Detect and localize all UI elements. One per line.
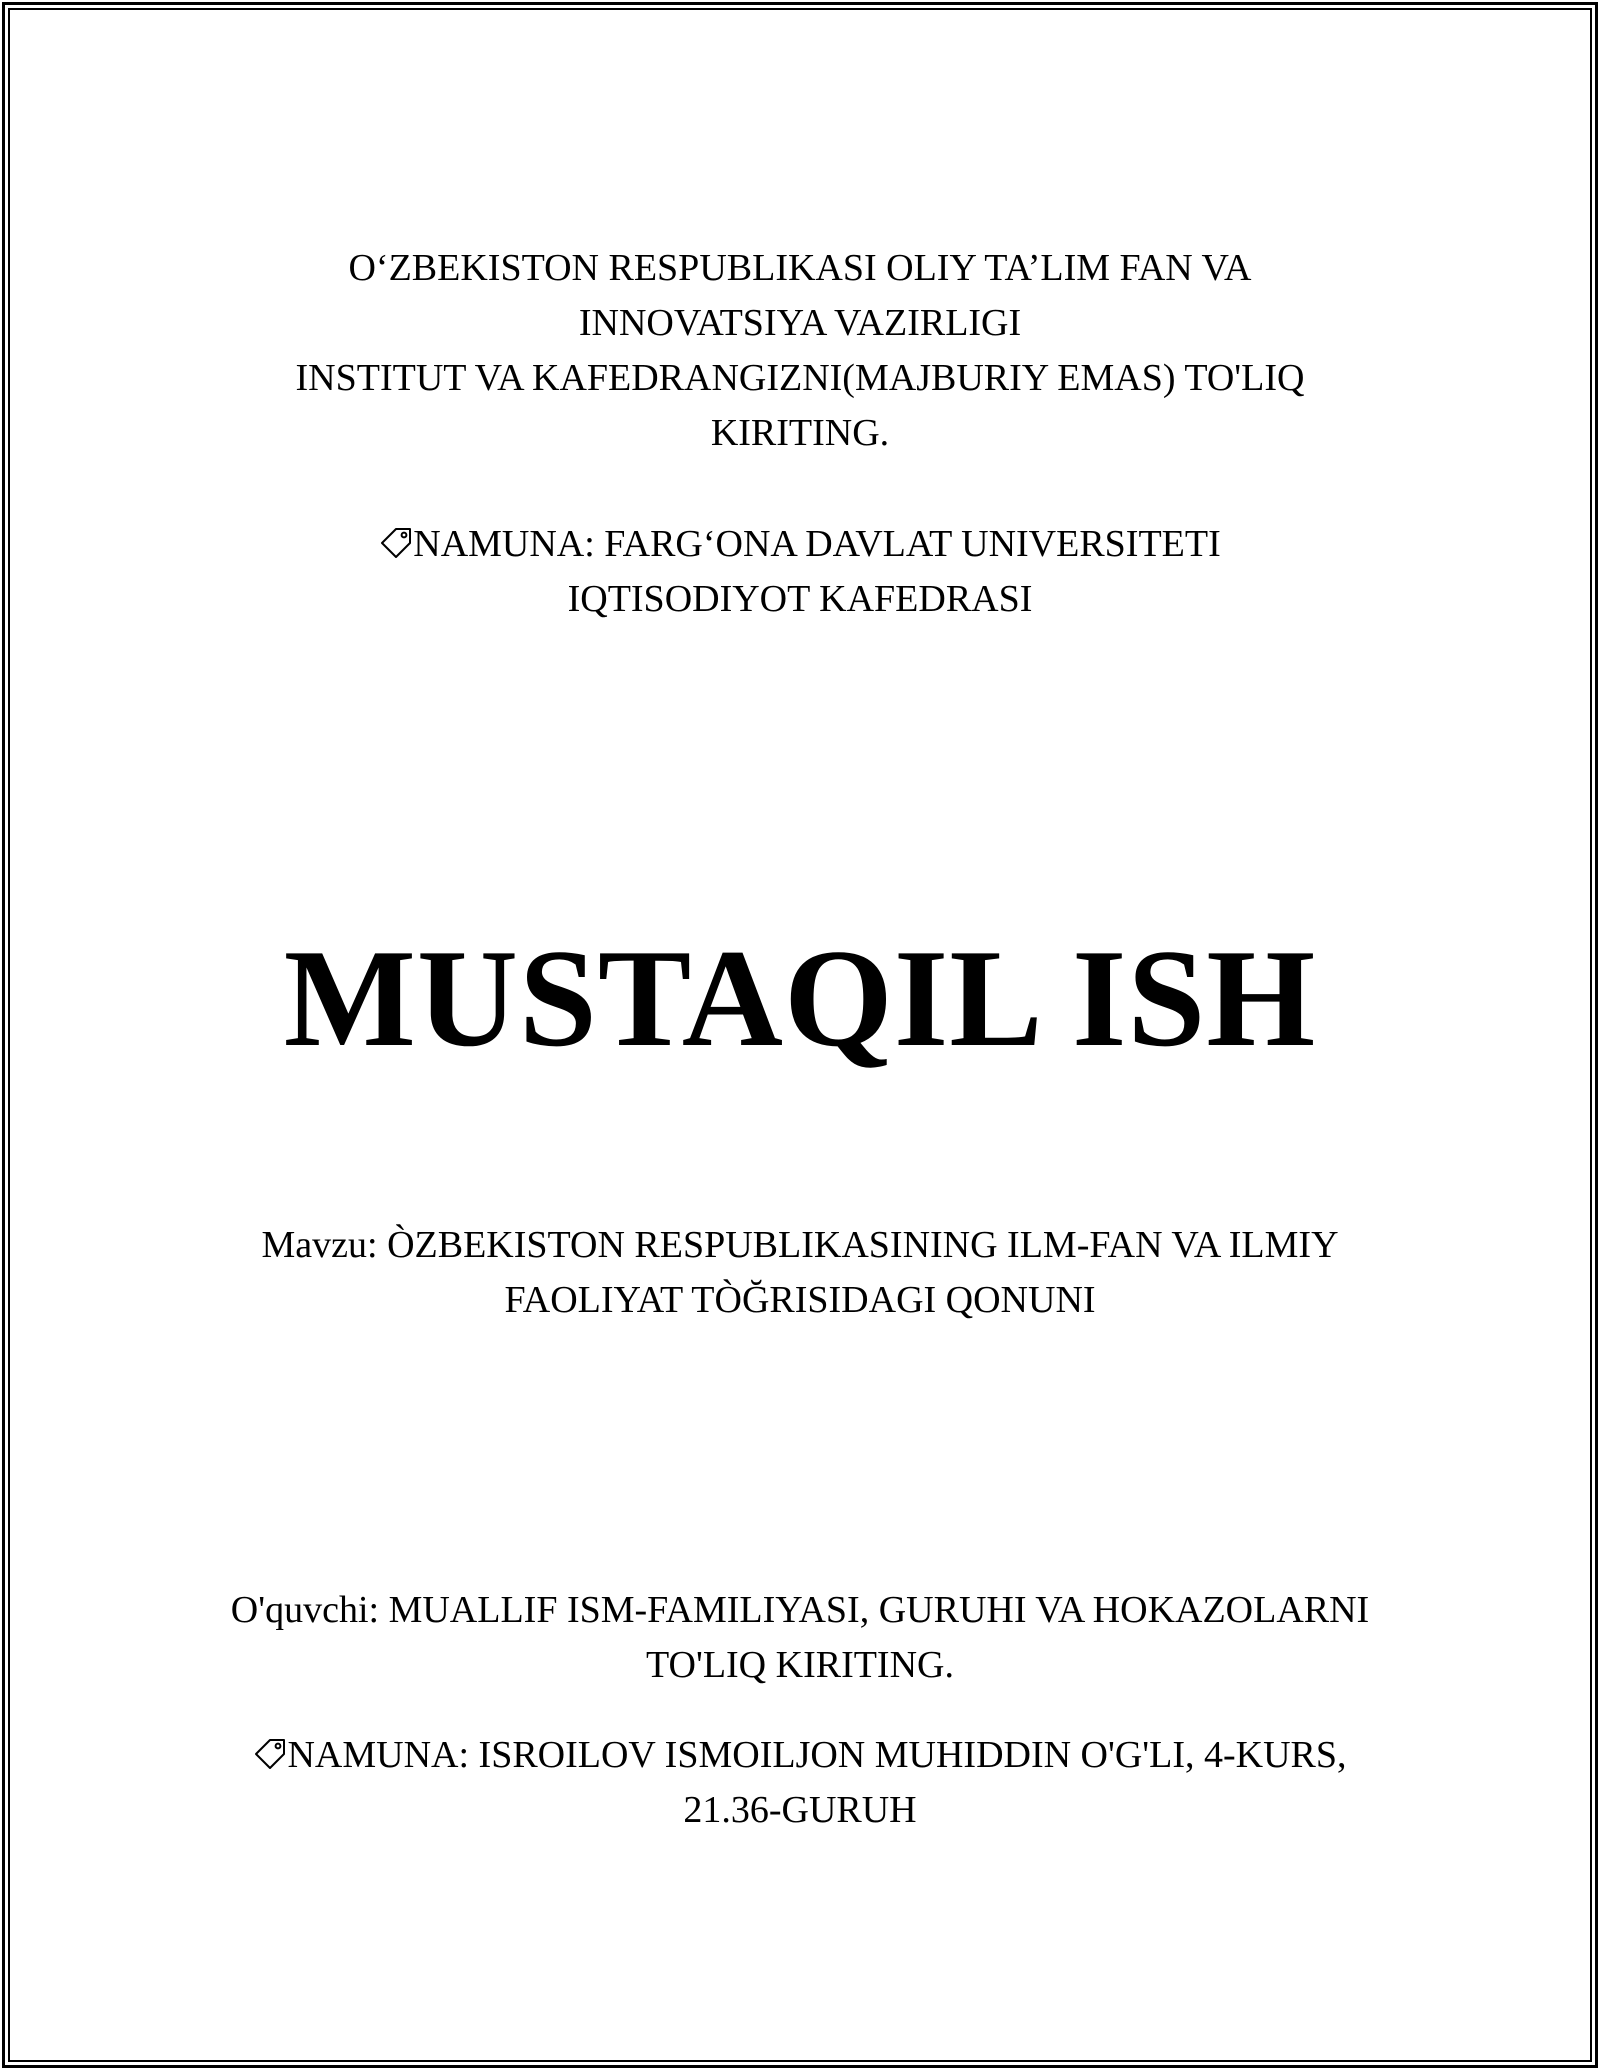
author-sample-line-2: 21.36-GURUH bbox=[683, 1789, 917, 1831]
instruction-line-2: KIRITING. bbox=[710, 412, 890, 454]
institution-sample-text-1: NAMUNA: FARG‘ONA DAVLAT UNIVERSITETI bbox=[413, 523, 1221, 565]
topic-line-2: FAOLIYAT TÒĞRISIDAGI QONUNI bbox=[504, 1279, 1096, 1321]
document-title: MUSTAQIL ISH bbox=[283, 921, 1317, 1076]
ministry-line-2: INNOVATSIYA VAZIRLIGI bbox=[578, 302, 1022, 344]
instruction-line-1: INSTITUT VA KAFEDRANGIZNI(MAJBURIY EMAS) TO'LIQ bbox=[295, 357, 1305, 399]
author-line-2: TO'LIQ KIRITING. bbox=[646, 1644, 954, 1686]
institution-sample-line-2: IQTISODIYOT KAFEDRASI bbox=[567, 578, 1033, 620]
author-sample-text-1: NAMUNA: ISROILOV ISMOILJON MUHIDDIN O'G'LI, 4-KURS, bbox=[287, 1734, 1347, 1776]
author-line-1: O'quvchi: MUALLIF ISM-FAMILIYASI, GURUHI VA HOKAZOLARNI bbox=[230, 1589, 1370, 1631]
title-block bbox=[0, 914, 1600, 1084]
author-sample-line-1 bbox=[0, 1728, 1600, 1783]
tag-icon bbox=[379, 526, 413, 560]
institution-sample-line-1 bbox=[0, 517, 1600, 572]
ministry-line-1: O‘ZBEKISTON RESPUBLIKASI OLIY TA’LIM FAN VA bbox=[348, 247, 1252, 289]
author-sample-block bbox=[0, 1728, 1600, 1838]
author-block bbox=[0, 1583, 1600, 1693]
tag-icon bbox=[253, 1737, 287, 1771]
header-block bbox=[0, 241, 1600, 461]
institution-sample-block bbox=[0, 517, 1600, 627]
topic-block bbox=[0, 1218, 1600, 1328]
topic-line-1: Mavzu: ÒZBEKISTON RESPUBLIKASINING ILM-FAN VA ILMIY bbox=[261, 1224, 1339, 1266]
